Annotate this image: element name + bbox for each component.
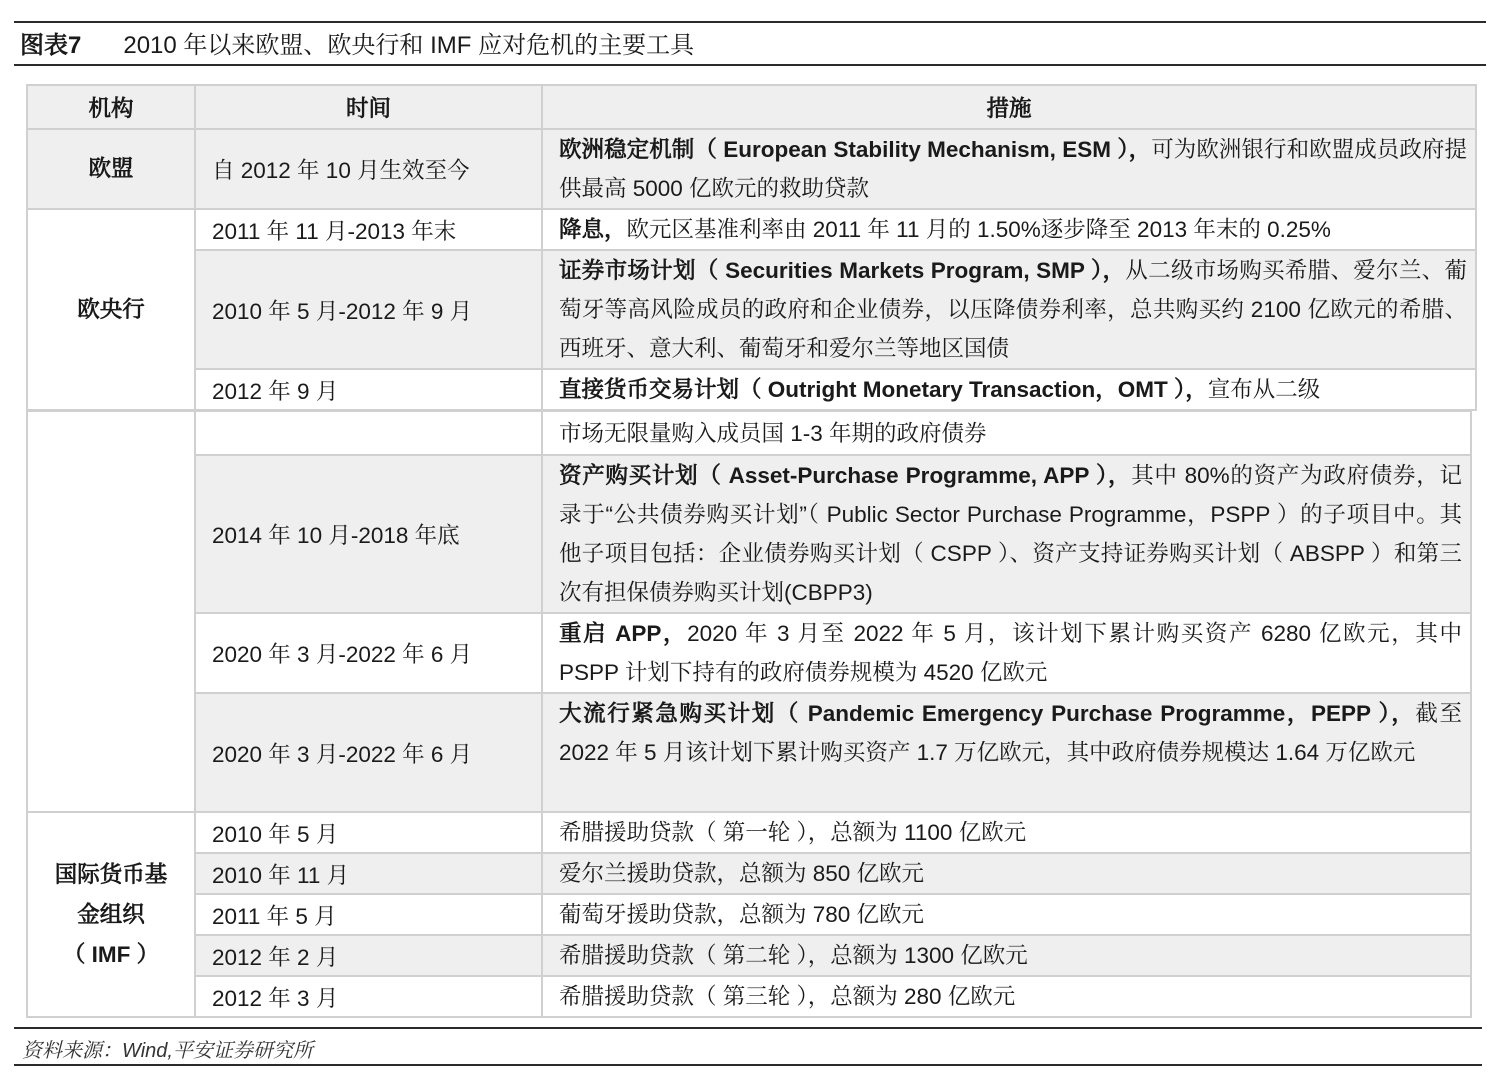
org-imf-line2: 金组织 (77, 901, 145, 927)
org-cell-imf (27, 812, 195, 1017)
time-cell: 2020 年 3 月-2022 年 6 月 (195, 693, 542, 812)
measure-text: 2020 年 3 月至 2022 年 5 月，该计划下累计购买资产 6280 亿欧元，其中 PSPP 计划下持有的政府债券规模为 4520 亿欧元 (559, 621, 1462, 685)
measure-cell (542, 129, 1476, 209)
measure-text: 截至 2022 年 5 月该计划下累计购买资产 1.7 万亿欧元，其中政府债券规模达 1.64 万亿欧元 (559, 701, 1462, 765)
measures-table-part1 (26, 84, 1477, 411)
measure-text: 可为欧洲银行和欧盟成员政府提供最高 5000 亿欧元的救助贷款 (559, 137, 1467, 201)
measure-bold: 重启 APP， (559, 621, 688, 646)
measure-bold: 大流行紧急购买计划（ Pandemic Emergency Purchase Programme，PEPP ）， (559, 701, 1416, 726)
source-note: 资料来源：Wind,平安证券研究所 (22, 1040, 313, 1062)
measure-cell: 希腊援助贷款（ 第一轮 ），总额为 1100 亿欧元 (542, 812, 1471, 853)
time-cell: 2010 年 5 月-2012 年 9 月 (195, 250, 542, 369)
top-rule (14, 21, 1486, 23)
table-row-eu (27, 129, 1476, 209)
header-measure: 措施 (542, 85, 1476, 129)
time-cell: 2012 年 3 月 (195, 976, 542, 1017)
measure-cell (542, 693, 1471, 812)
source-top-rule (14, 1027, 1482, 1029)
figure-number: 图表7 (20, 32, 82, 59)
measure-bold: 降息， (559, 217, 627, 242)
figure-title (20, 30, 694, 62)
time-cell: 2010 年 5 月 (195, 812, 542, 853)
table-row-imf-5 (27, 976, 1471, 1017)
time-cell: 2012 年 9 月 (195, 369, 542, 410)
time-cell: 自 2012 年 10 月生效至今 (195, 129, 542, 209)
time-cell (195, 411, 542, 455)
measure-cell: 爱尔兰援助贷款，总额为 850 亿欧元 (542, 853, 1471, 894)
measure-cell (542, 369, 1476, 410)
header-time: 时间 (195, 85, 542, 129)
measures-table-part2 (26, 410, 1472, 1018)
measure-text: 市场无限量购入成员国 1-3 年期的政府债券 (559, 420, 987, 446)
measure-text: 其中 80%的资产为政府债券，记录于“公共债券购买计划”（ Public Sector Purchase Programme，PSPP ）的子项目中。其他子项目包括：企业债券购买计划（ CSPP ）、资产支持证券购买计划（ ABSPP ）和第三次有担保债券购买计划(CBPP3) (559, 463, 1462, 605)
table-row-app (27, 455, 1471, 613)
time-cell: 2011 年 11 月-2013 年末 (195, 209, 542, 250)
time-cell: 2012 年 2 月 (195, 935, 542, 976)
figure-title-text: 2010 年以来欧盟、欧央行和 IMF 应对危机的主要工具 (123, 32, 695, 59)
table-row-pepp (27, 693, 1471, 812)
table-row-ecb-3 (27, 369, 1476, 410)
time-cell: 2011 年 5 月 (195, 894, 542, 935)
table-row-ecb-1 (27, 209, 1476, 250)
org-cell-eu: 欧盟 (27, 129, 195, 209)
table-row-imf-3 (27, 894, 1471, 935)
measure-text: 宣布从二级 (1207, 377, 1321, 402)
time-cell: 2014 年 10 月-2018 年底 (195, 455, 542, 613)
measure-cell (542, 209, 1476, 250)
source-bottom-rule (14, 1064, 1482, 1066)
measure-bold: 证券市场计划（ Securities Markets Program, SMP ）， (559, 258, 1126, 283)
org-imf-line1: 国际货币基 (54, 861, 168, 887)
measure-text: 从二级市场购买希腊、爱尔兰、葡萄牙等高风险成员的政府和企业债券，以压降债券利率，总共购买约 2100 亿欧元的希腊、西班牙、意大利、葡萄牙和爱尔兰等地区国债 (559, 258, 1467, 361)
measure-cell: 希腊援助贷款（ 第三轮 ），总额为 280 亿欧元 (542, 976, 1471, 1017)
org-cell-ecb: 欧央行 (27, 209, 195, 410)
measure-bold: 资产购买计划（ Asset-Purchase Programme, APP ）， (559, 463, 1132, 488)
table-row-ecb-2 (27, 250, 1476, 369)
table-row-continued (27, 411, 1471, 455)
measure-cell (542, 455, 1471, 613)
table-row-imf-1 (27, 812, 1471, 853)
measure-bold: 直接货币交易计划（ Outright Monetary Transaction，OMT ）， (559, 377, 1208, 402)
measure-bold: 欧洲稳定机制（ European Stability Mechanism, ESM ）， (559, 137, 1152, 162)
measure-text: 欧元区基准利率由 2011 年 11 月的 1.50%逐步降至 2013 年末的 0.25% (626, 217, 1331, 242)
measure-cell (542, 613, 1471, 693)
measure-cell: 希腊援助贷款（ 第二轮 ），总额为 1300 亿欧元 (542, 935, 1471, 976)
measure-cell (542, 411, 1471, 455)
title-rule (14, 64, 1486, 66)
table-row-imf-4 (27, 935, 1471, 976)
measure-cell (542, 250, 1476, 369)
header-org: 机构 (27, 85, 195, 129)
time-cell: 2020 年 3 月-2022 年 6 月 (195, 613, 542, 693)
org-imf-line3: （ IMF ） (62, 941, 160, 967)
org-cell-ecb-continued (27, 411, 195, 812)
time-cell: 2010 年 11 月 (195, 853, 542, 894)
table-row-imf-2 (27, 853, 1471, 894)
measure-cell: 葡萄牙援助贷款，总额为 780 亿欧元 (542, 894, 1471, 935)
table-row-app-restart (27, 613, 1471, 693)
table-header-row (27, 85, 1476, 129)
